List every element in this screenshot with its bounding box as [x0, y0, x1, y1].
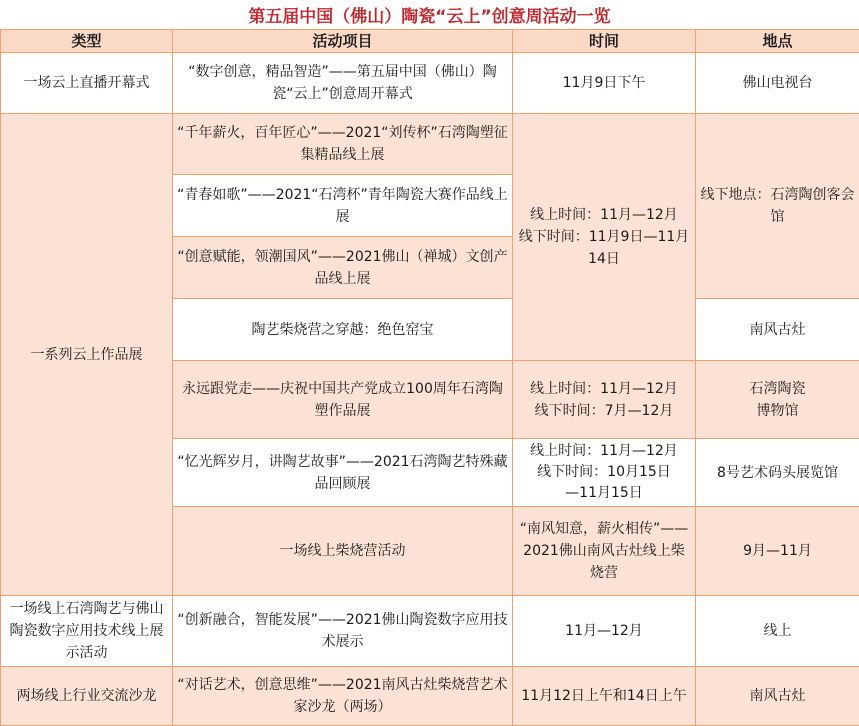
cell-place: 线上 — [696, 596, 859, 667]
cell-project: “创意赋能，领潮国风”——2021佛山（禅城）文创产品线上展 — [173, 237, 513, 299]
table-row — [1, 53, 859, 114]
cell-type: 一场线上石湾陶艺与佛山陶瓷数字应用技术线上展示活动 — [1, 596, 173, 667]
cell-project: “对话艺术，创意思维”——2021南风古灶柴烧营艺术家沙龙（两场） — [173, 667, 513, 726]
table-row — [1, 667, 859, 726]
cell-time: 9月—11月 — [696, 507, 859, 596]
cell-place: 佛山电视台 — [696, 53, 859, 114]
header-time: 时间 — [513, 30, 696, 53]
cell-time: 线上时间：11月—12月 线下时间：10月15日 —11月15日 — [513, 439, 696, 507]
activity-table — [0, 29, 859, 726]
cell-project: “忆光辉岁月，讲陶艺故事”——2021石湾陶艺特殊藏品回顾展 — [173, 439, 513, 507]
cell-project: 永远跟党走——庆祝中国共产党成立100周年石湾陶塑作品展 — [173, 361, 513, 439]
cell-type: 两场线上行业交流沙龙 — [1, 667, 173, 726]
cell-project: “千年薪火，百年匠心”——2021“刘传杯”石湾陶塑征集精品线上展 — [173, 114, 513, 175]
cell-place: 线下地点：石湾陶创客会馆 — [696, 114, 859, 299]
sheet-title: 第五届中国（佛山）陶瓷“云上”创意周活动一览 — [0, 0, 859, 30]
table-row — [1, 114, 859, 175]
cell-time: 11月—12月 — [513, 596, 696, 667]
cell-project: “创新融合，智能发展”——2021佛山陶瓷数字应用技术展示 — [173, 596, 513, 667]
cell-place: 南风古灶 — [696, 667, 859, 726]
cell-type: 一场云上直播开幕式 — [1, 53, 173, 114]
cell-project: 陶艺柴烧营之穿越：绝色窑宝 — [173, 299, 513, 361]
cell-project: “南风知意，薪火相传”——2021佛山南风古灶线上柴烧营 — [513, 507, 696, 596]
header-type: 类型 — [1, 30, 173, 53]
cell-time: 线上时间：11月—12月 线下时间：7月—12月 — [513, 361, 696, 439]
cell-time: 线上时间：11月—12月 线下时间：11月9日—11月14日 — [513, 114, 696, 361]
cell-project: “青春如歌”——2021“石湾杯”青年陶瓷大赛作品线上展 — [173, 175, 513, 237]
table-row — [1, 596, 859, 667]
cell-place: 石湾陶瓷 博物馆 — [696, 361, 859, 439]
cell-type: 一系列云上作品展 — [1, 114, 173, 596]
cell-project: “数字创意，精品智造”——第五届中国（佛山）陶瓷“云上”创意周开幕式 — [173, 53, 513, 114]
cell-type: 一场线上柴烧营活动 — [173, 507, 513, 596]
cell-time: 11月9日下午 — [513, 53, 696, 114]
cell-time: 11月12日上午和14日上午 — [513, 667, 696, 726]
cell-place: 南风古灶 — [696, 299, 859, 361]
header-project: 活动项目 — [173, 30, 513, 53]
header-place: 地点 — [696, 30, 859, 53]
cell-place: 8号艺术码头展览馆 — [696, 439, 859, 507]
header-row — [1, 30, 859, 53]
